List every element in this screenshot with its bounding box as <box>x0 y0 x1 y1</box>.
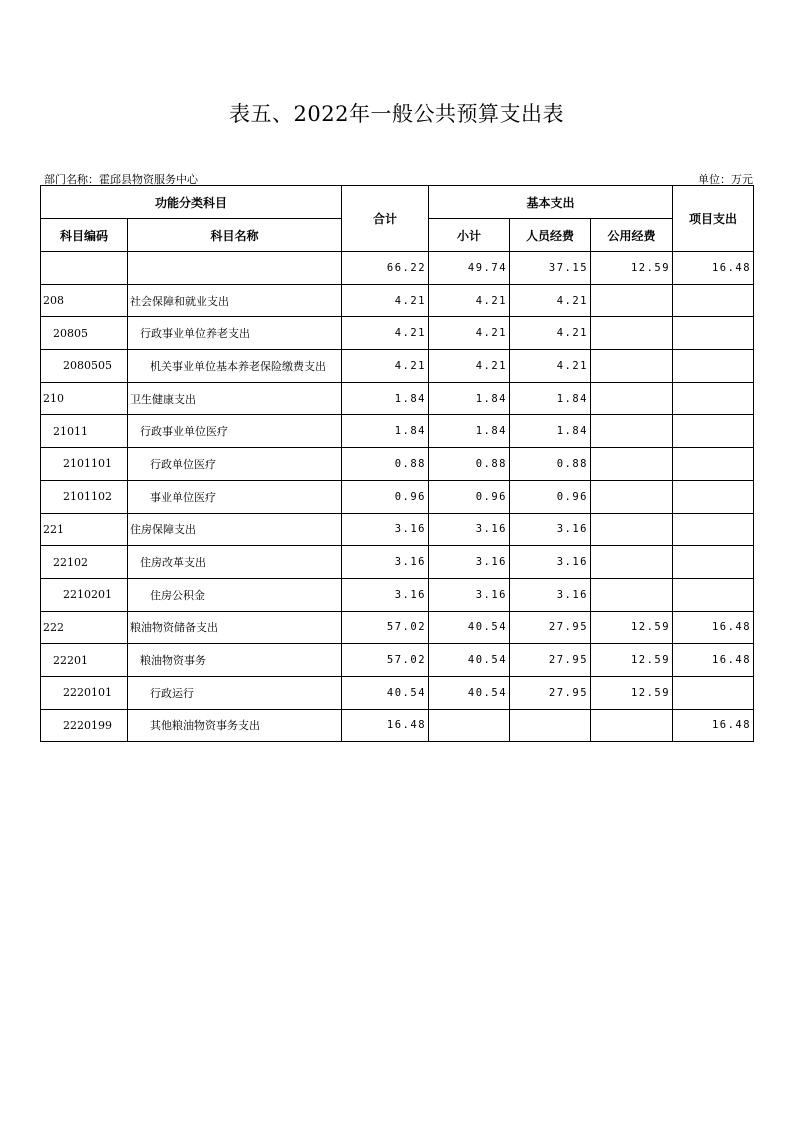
header-total: 合计 <box>342 186 429 252</box>
row-project: 16.48 <box>673 611 754 644</box>
row-project <box>673 578 754 611</box>
row-personnel: 0.88 <box>510 448 591 481</box>
row-total: 1.84 <box>342 415 429 448</box>
row-project <box>673 350 754 383</box>
row-subtotal: 3.16 <box>429 578 510 611</box>
table-row <box>41 284 754 317</box>
row-total: 1.84 <box>342 382 429 415</box>
row-public <box>591 546 673 579</box>
row-personnel: 4.21 <box>510 284 591 317</box>
row-project: 16.48 <box>673 709 754 742</box>
row-total: 57.02 <box>342 611 429 644</box>
row-code: 2080505 <box>41 350 128 383</box>
row-total: 4.21 <box>342 284 429 317</box>
row-project <box>673 513 754 546</box>
row-public <box>591 480 673 513</box>
row-name: 行政事业单位养老支出 <box>128 317 342 350</box>
row-project <box>673 415 754 448</box>
row-project <box>673 448 754 481</box>
header-subtotal: 小计 <box>429 219 510 252</box>
row-total: 40.54 <box>342 676 429 709</box>
row-public <box>591 448 673 481</box>
row-subtotal: 0.96 <box>429 480 510 513</box>
row-subtotal: 49.74 <box>429 252 510 285</box>
row-name: 粮油物资事务 <box>128 644 342 677</box>
table-row <box>41 415 754 448</box>
table-row <box>41 382 754 415</box>
row-name: 事业单位医疗 <box>128 480 342 513</box>
table-row <box>41 252 754 285</box>
row-subtotal: 40.54 <box>429 644 510 677</box>
row-total: 66.22 <box>342 252 429 285</box>
row-total: 0.96 <box>342 480 429 513</box>
row-code: 22201 <box>41 644 128 677</box>
row-name: 住房改革支出 <box>128 546 342 579</box>
row-project <box>673 317 754 350</box>
table-row <box>41 480 754 513</box>
row-personnel: 3.16 <box>510 546 591 579</box>
row-total: 16.48 <box>342 709 429 742</box>
row-personnel: 3.16 <box>510 513 591 546</box>
row-code: 2210201 <box>41 578 128 611</box>
row-personnel: 1.84 <box>510 415 591 448</box>
row-subtotal: 40.54 <box>429 676 510 709</box>
row-personnel: 4.21 <box>510 350 591 383</box>
row-code: 2101101 <box>41 448 128 481</box>
row-code: 2101102 <box>41 480 128 513</box>
row-personnel <box>510 709 591 742</box>
row-public: 12.59 <box>591 252 673 285</box>
row-public <box>591 513 673 546</box>
row-project: 16.48 <box>673 644 754 677</box>
row-name: 行政事业单位医疗 <box>128 415 342 448</box>
row-name: 住房保障支出 <box>128 513 342 546</box>
table-row <box>41 513 754 546</box>
page-title: 表五、2022年一般公共预算支出表 <box>229 102 564 126</box>
row-personnel: 0.96 <box>510 480 591 513</box>
row-subtotal: 1.84 <box>429 382 510 415</box>
row-project <box>673 480 754 513</box>
row-subtotal <box>429 709 510 742</box>
table-row <box>41 448 754 481</box>
row-name: 卫生健康支出 <box>128 382 342 415</box>
header-function-category: 功能分类科目 <box>41 186 342 219</box>
row-personnel: 4.21 <box>510 317 591 350</box>
row-name: 行政单位医疗 <box>128 448 342 481</box>
table-row <box>41 611 754 644</box>
row-subtotal: 3.16 <box>429 513 510 546</box>
row-public <box>591 415 673 448</box>
row-total: 3.16 <box>342 546 429 579</box>
row-public: 12.59 <box>591 644 673 677</box>
row-project <box>673 546 754 579</box>
row-code: 221 <box>41 513 128 546</box>
table-row <box>41 317 754 350</box>
row-total: 4.21 <box>342 350 429 383</box>
row-subtotal: 4.21 <box>429 284 510 317</box>
row-public: 12.59 <box>591 611 673 644</box>
header-name: 科目名称 <box>128 219 342 252</box>
row-total: 3.16 <box>342 513 429 546</box>
row-personnel: 37.15 <box>510 252 591 285</box>
row-subtotal: 1.84 <box>429 415 510 448</box>
row-public <box>591 350 673 383</box>
table-body <box>41 252 754 742</box>
row-subtotal: 4.21 <box>429 317 510 350</box>
row-subtotal: 4.21 <box>429 350 510 383</box>
row-personnel: 27.95 <box>510 644 591 677</box>
row-total: 4.21 <box>342 317 429 350</box>
row-name: 其他粮油物资事务支出 <box>128 709 342 742</box>
department-label: 部门名称：霍邱县物资服务中心 <box>44 173 198 186</box>
row-code: 210 <box>41 382 128 415</box>
row-code: 20805 <box>41 317 128 350</box>
table-meta <box>40 171 753 185</box>
row-project: 16.48 <box>673 252 754 285</box>
row-project <box>673 284 754 317</box>
row-name: 粮油物资储备支出 <box>128 611 342 644</box>
header-basic: 基本支出 <box>429 186 673 219</box>
row-public <box>591 578 673 611</box>
row-public <box>591 317 673 350</box>
table-row <box>41 676 754 709</box>
row-code: 2220199 <box>41 709 128 742</box>
unit-label: 单位：万元 <box>698 173 753 186</box>
row-subtotal: 0.88 <box>429 448 510 481</box>
row-public <box>591 382 673 415</box>
row-personnel: 1.84 <box>510 382 591 415</box>
budget-table <box>40 185 754 742</box>
header-project: 项目支出 <box>673 186 754 252</box>
row-code: 208 <box>41 284 128 317</box>
row-name <box>128 252 342 285</box>
row-code: 2220101 <box>41 676 128 709</box>
row-name: 机关事业单位基本养老保险缴费支出 <box>128 350 342 383</box>
row-total: 57.02 <box>342 644 429 677</box>
table-row <box>41 578 754 611</box>
row-name: 行政运行 <box>128 676 342 709</box>
table-row <box>41 644 754 677</box>
row-code: 21011 <box>41 415 128 448</box>
row-public <box>591 284 673 317</box>
row-project <box>673 382 754 415</box>
row-name: 住房公积金 <box>128 578 342 611</box>
row-code: 22102 <box>41 546 128 579</box>
row-total: 0.88 <box>342 448 429 481</box>
row-project <box>673 676 754 709</box>
table-row <box>41 709 754 742</box>
row-name: 社会保障和就业支出 <box>128 284 342 317</box>
row-personnel: 3.16 <box>510 578 591 611</box>
row-subtotal: 40.54 <box>429 611 510 644</box>
header-code: 科目编码 <box>41 219 128 252</box>
row-public <box>591 709 673 742</box>
row-code: 222 <box>41 611 128 644</box>
header-public: 公用经费 <box>591 219 673 252</box>
header-personnel: 人员经费 <box>510 219 591 252</box>
row-personnel: 27.95 <box>510 611 591 644</box>
row-public: 12.59 <box>591 676 673 709</box>
row-code <box>41 252 128 285</box>
row-subtotal: 3.16 <box>429 546 510 579</box>
table-row <box>41 350 754 383</box>
row-total: 3.16 <box>342 578 429 611</box>
table-row <box>41 546 754 579</box>
row-personnel: 27.95 <box>510 676 591 709</box>
